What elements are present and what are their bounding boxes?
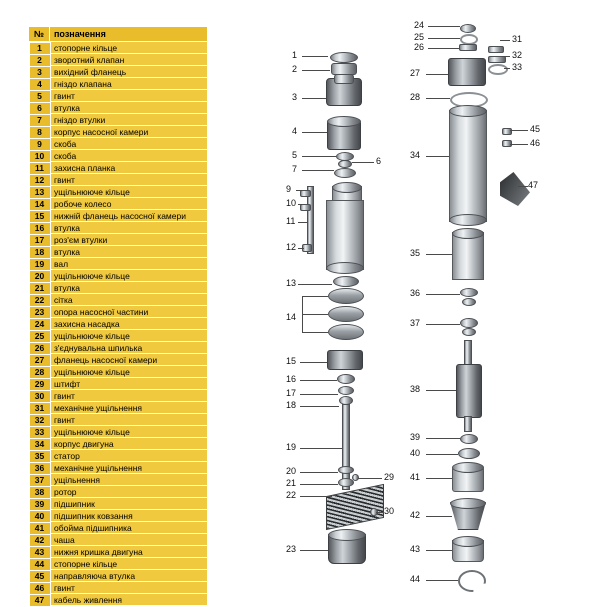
legend-row-name: втулка [50,282,208,294]
callout-19: 19 [286,442,297,452]
legend-row-name: ущільнююче кільце [50,330,208,342]
callout-28: 28 [410,92,421,102]
leader-6 [352,162,374,163]
table-row [29,462,208,474]
legend-row-number: 40 [29,510,51,523]
part-36-seal-lower [462,298,476,306]
legend-row-number: 26 [29,342,51,355]
legend-row-name: ущільнююче кільце [50,186,208,198]
part-34-housing-top-rim [449,105,487,117]
table-row [29,150,208,162]
callout-7: 7 [292,164,298,174]
legend-row-number: 4 [29,78,51,91]
legend-row-number: 45 [29,570,51,583]
legend-row-number: 33 [29,426,51,439]
leader-3 [302,98,326,99]
table-row [29,198,208,210]
leader-31 [500,40,510,41]
part-37-seal-lower [462,328,476,336]
legend-row-name: ущільнююче кільце [50,426,208,438]
table-row [29,570,208,582]
callout-16: 16 [286,374,297,384]
legend-row-name: гвинт [50,174,208,186]
part-34-motor-housing [449,110,487,222]
legend-row-number: 17 [29,234,51,247]
legend-row-name: гніздо втулки [50,114,208,126]
legend-row-name: втулка [50,246,208,258]
table-row [29,162,208,174]
callout-36: 36 [410,288,421,298]
legend-row-number: 24 [29,318,51,331]
leader-32 [502,56,510,57]
legend-header-row [29,27,208,42]
callout-27: 27 [410,68,421,78]
leader-21 [300,484,338,485]
leader-45 [510,130,528,131]
callout-44: 44 [410,574,421,584]
callout-39: 39 [410,432,421,442]
legend-row-number: 1 [29,42,51,55]
legend-row-name: сітка [50,294,208,306]
leader-4 [302,132,327,133]
leader-14-c [302,332,328,333]
part-4-valve-seat-top [327,116,361,127]
leader-15 [300,362,327,363]
table-row [29,354,208,366]
part-1-retaining-ring [330,52,358,63]
leader-22 [300,496,332,497]
callout-42: 42 [410,510,421,520]
part-38-rotor-shaft-bottom [464,416,472,432]
legend-row-number: 3 [29,66,51,79]
callout-21: 21 [286,478,297,488]
callout-9: 9 [286,184,292,194]
part-22-filter-mesh [326,484,384,530]
leader-24 [428,26,460,27]
table-row [29,474,208,486]
leader-37 [426,324,460,325]
callout-37: 37 [410,318,421,328]
callout-6: 6 [376,156,382,166]
table-row [29,270,208,282]
callout-18: 18 [286,400,297,410]
legend-row-number: 15 [29,210,51,223]
leader-23 [300,550,328,551]
callout-17: 17 [286,388,297,398]
legend-row-number: 43 [29,546,51,559]
part-14-impeller-2 [328,306,364,322]
table-row [29,342,208,354]
table-row [29,114,208,126]
table-row [29,90,208,102]
part-38-rotor-core [456,364,482,418]
part-35-stator-top [452,228,484,239]
leader-47 [518,186,528,187]
legend-row-number: 10 [29,150,51,163]
pump-casing-tube [326,200,364,270]
leader-27 [426,74,448,75]
callout-10: 10 [286,198,297,208]
leader-1 [302,56,328,57]
table-row [29,174,208,186]
legend-row-number: 20 [29,270,51,283]
callout-23: 23 [286,544,297,554]
part-14-impeller-3 [328,324,364,340]
callout-41: 41 [410,472,421,482]
table-row [29,558,208,570]
table-row [29,378,208,390]
legend-row-name: чаша [50,534,208,546]
callout-12: 12 [286,242,297,252]
part-38-rotor-shaft-top [464,340,472,366]
leader-7 [302,170,334,171]
table-row [29,438,208,450]
legend-row-number: 5 [29,90,51,103]
leader-17 [300,394,338,395]
part-35-stator [452,232,484,280]
callout-45: 45 [530,124,541,134]
part-6-bushing [338,160,352,168]
table-row [29,330,208,342]
legend-row-name: гвинт [50,582,208,594]
legend-row-name: робоче колесо [50,198,208,210]
leader-29 [358,478,382,479]
legend-row-name: ротор [50,486,208,498]
leader-44 [426,580,458,581]
callout-1: 1 [292,50,298,60]
legend-row-number: 39 [29,498,51,511]
leader-36 [426,294,460,295]
leader-19 [300,448,342,449]
callout-40: 40 [410,448,421,458]
part-26-connecting-stud [459,44,477,51]
part-16-bushing [337,374,355,384]
callout-47: 47 [528,180,539,190]
part-13-sealing-ring [333,276,359,287]
legend-row-number: 16 [29,222,51,235]
callout-38: 38 [410,384,421,394]
legend-row-number: 18 [29,246,51,259]
leader-40 [426,454,458,455]
legend-row-name: скоба [50,150,208,162]
legend-row-name: стопорне кільце [50,558,208,570]
legend-row-name: роз'єм втулки [50,234,208,246]
table-row [29,486,208,498]
callout-35: 35 [410,248,421,258]
part-20-sealing-ring [338,466,354,474]
legend-row-number: 14 [29,198,51,211]
callout-33: 33 [512,62,523,72]
table-row [29,186,208,198]
legend-row-name: підшипник ковзання [50,510,208,522]
legend-row-name: ущільнююче кільце [50,366,208,378]
legend-row-number: 44 [29,558,51,571]
part-37-seal [460,318,478,328]
callout-4: 4 [292,126,298,136]
leader-14-b [302,314,328,315]
part-47-power-cable [500,172,530,206]
legend-row-number: 11 [29,162,51,175]
legend-row-number: 34 [29,438,51,451]
leader-18 [300,406,339,407]
legend-row-name: втулка [50,222,208,234]
legend-row-name: корпус насосної камери [50,126,208,138]
legend-row-number: 38 [29,486,51,499]
table-row [29,222,208,234]
callout-14: 14 [286,312,297,322]
callout-30: 30 [384,506,395,516]
legend-row-number: 23 [29,306,51,319]
legend-row-number: 41 [29,522,51,535]
legend-row-number: 12 [29,174,51,187]
table-row [29,366,208,378]
legend-row-number: 46 [29,582,51,595]
callout-20: 20 [286,466,297,476]
part-34-housing-bottom-rim [449,214,487,226]
legend-row-name: ущільнююче кільце [50,270,208,282]
table-row [29,402,208,414]
legend-row-number: 19 [29,258,51,271]
callout-5: 5 [292,150,298,160]
part-33-o-ring [488,64,508,75]
legend-row-number: 37 [29,474,51,487]
table-row [29,294,208,306]
legend-row-name: фланець насосної камери [50,354,208,366]
legend-row-name: стопорне кільце [50,42,208,54]
leader-28 [426,98,450,99]
leader-13 [298,284,332,285]
callout-31: 31 [512,34,523,44]
part-10-bracket [300,204,311,211]
leader-2 [302,70,330,71]
leader-9 [296,190,302,191]
legend-row-name: механічне ущільнення [50,462,208,474]
part-15-lower-chamber-flange [327,350,363,370]
table-row [29,306,208,318]
callout-15: 15 [286,356,297,366]
legend-row-name: захисна планка [50,162,208,174]
legend-row-number: 31 [29,402,51,415]
leader-16 [300,380,337,381]
legend-row-name: механічне ущільнення [50,402,208,414]
leader-30 [376,512,384,513]
legend-row-name: підшипник [50,498,208,510]
legend-row-name: втулка [50,102,208,114]
table-row [29,282,208,294]
table-row [29,546,208,558]
legend-row-name: корпус двигуна [50,438,208,450]
part-32-screw [488,56,506,63]
part-40-sliding-bearing [458,448,480,459]
part-39-bearing [460,434,478,444]
leader-10 [298,204,302,205]
legend-row-name: нижній фланець насосної камери [50,210,208,222]
legend-row-number: 28 [29,366,51,379]
leader-26 [428,48,459,49]
leader-46 [510,144,528,145]
callout-2: 2 [292,64,298,74]
legend-row-number: 35 [29,450,51,463]
table-row [29,450,208,462]
legend-header-name: позначення [50,27,208,42]
legend-row-name: вихідний фланець [50,66,208,78]
table-row [29,234,208,246]
part-42-cup-rim [450,498,486,509]
part-43-cover-rim [452,536,484,547]
leader-41 [426,478,452,479]
leader-43 [426,550,452,551]
callout-43: 43 [410,544,421,554]
legend-row-number: 47 [29,594,51,607]
leader-5 [302,156,336,157]
legend-row-name: вал [50,258,208,270]
table-row [29,66,208,78]
leader-14-a [302,296,328,297]
leader-38 [426,390,456,391]
legend-row-number: 2 [29,54,51,67]
legend-row-number: 7 [29,114,51,127]
leader-12 [298,248,304,249]
part-41-holder-rim [452,462,484,473]
legend-row-name: нижня кришка двигуна [50,546,208,558]
legend-row-number: 13 [29,186,51,199]
table-row [29,414,208,426]
table-row [29,54,208,66]
legend-row-name: кабель живлення [50,594,208,606]
part-23-support-rim [328,529,366,541]
legend-row-name: гніздо клапана [50,78,208,90]
part-14-impeller-1 [328,288,364,304]
legend-row-name: опора насосної частини [50,306,208,318]
legend-row-number: 21 [29,282,51,295]
table-row [29,210,208,222]
table-row [29,534,208,546]
table-row [29,78,208,90]
part-7-bushing-seat [334,168,356,178]
part-3-outlet-neck [334,74,354,84]
leader-34 [426,156,449,157]
part-31-mechanical-seal [488,46,504,53]
table-row [29,498,208,510]
part-44-retaining-ring [458,570,486,592]
leader-42 [426,516,452,517]
legend-row-name: гвинт [50,390,208,402]
legend-row-name: гвинт [50,414,208,426]
legend-row-number: 32 [29,414,51,427]
table-row [29,522,208,534]
table-row [29,246,208,258]
callout-46: 46 [530,138,541,148]
table-row [29,258,208,270]
callout-29: 29 [384,472,395,482]
part-17-bushing-joint [338,386,354,395]
legend-row-name: ущільнення [50,474,208,486]
part-24-protective-cap [460,24,476,33]
leader-20 [300,472,338,473]
table-row [29,102,208,114]
legend-row-number: 42 [29,534,51,547]
table-row [29,390,208,402]
callout-25: 25 [414,32,425,42]
callout-32: 32 [512,50,523,60]
pump-casing-bottom-rim [326,262,364,274]
legend-row-number: 9 [29,138,51,151]
part-8-chamber-top-rim [332,182,362,193]
callout-11: 11 [286,216,296,226]
leader-35 [426,254,452,255]
table-row [29,582,208,594]
legend-row-name: направляюча втулка [50,570,208,582]
callout-34: 34 [410,150,421,160]
legend-row-number: 27 [29,354,51,367]
legend-row-number: 25 [29,330,51,343]
table-row [29,426,208,438]
callout-13: 13 [286,278,297,288]
legend-row-number: 22 [29,294,51,307]
part-9-bracket [300,190,311,197]
leader-39 [426,438,460,439]
table-row [29,42,208,54]
legend-row-name: зворотний клапан [50,54,208,66]
legend-row-name: штифт [50,378,208,390]
legend-row-name: статор [50,450,208,462]
legend-row-name: гвинт [50,90,208,102]
table-row [29,318,208,330]
legend-row-name: скоба [50,138,208,150]
part-27-pump-chamber-flange [448,58,486,86]
table-row [29,510,208,522]
leader-11 [298,222,308,223]
callout-3: 3 [292,92,298,102]
legend-row-name: обойма підшипника [50,522,208,534]
parts-legend-table [28,26,208,606]
callout-22: 22 [286,490,297,500]
legend-row-number: 8 [29,126,51,139]
legend-header-number: № [29,27,50,42]
table-row [29,126,208,138]
leader-33 [504,68,510,69]
legend-row-number: 30 [29,390,51,403]
legend-row-name: захисна насадка [50,318,208,330]
legend-row-number: 29 [29,378,51,391]
legend-row-name: з'єднувальна шпилька [50,342,208,354]
legend-row-number: 36 [29,462,51,475]
table-row [29,138,208,150]
legend-row-number: 6 [29,102,51,115]
callout-26: 26 [414,42,425,52]
callout-24: 24 [414,20,425,30]
leader-25 [428,38,460,39]
part-36-mechanical-seal [460,288,478,297]
